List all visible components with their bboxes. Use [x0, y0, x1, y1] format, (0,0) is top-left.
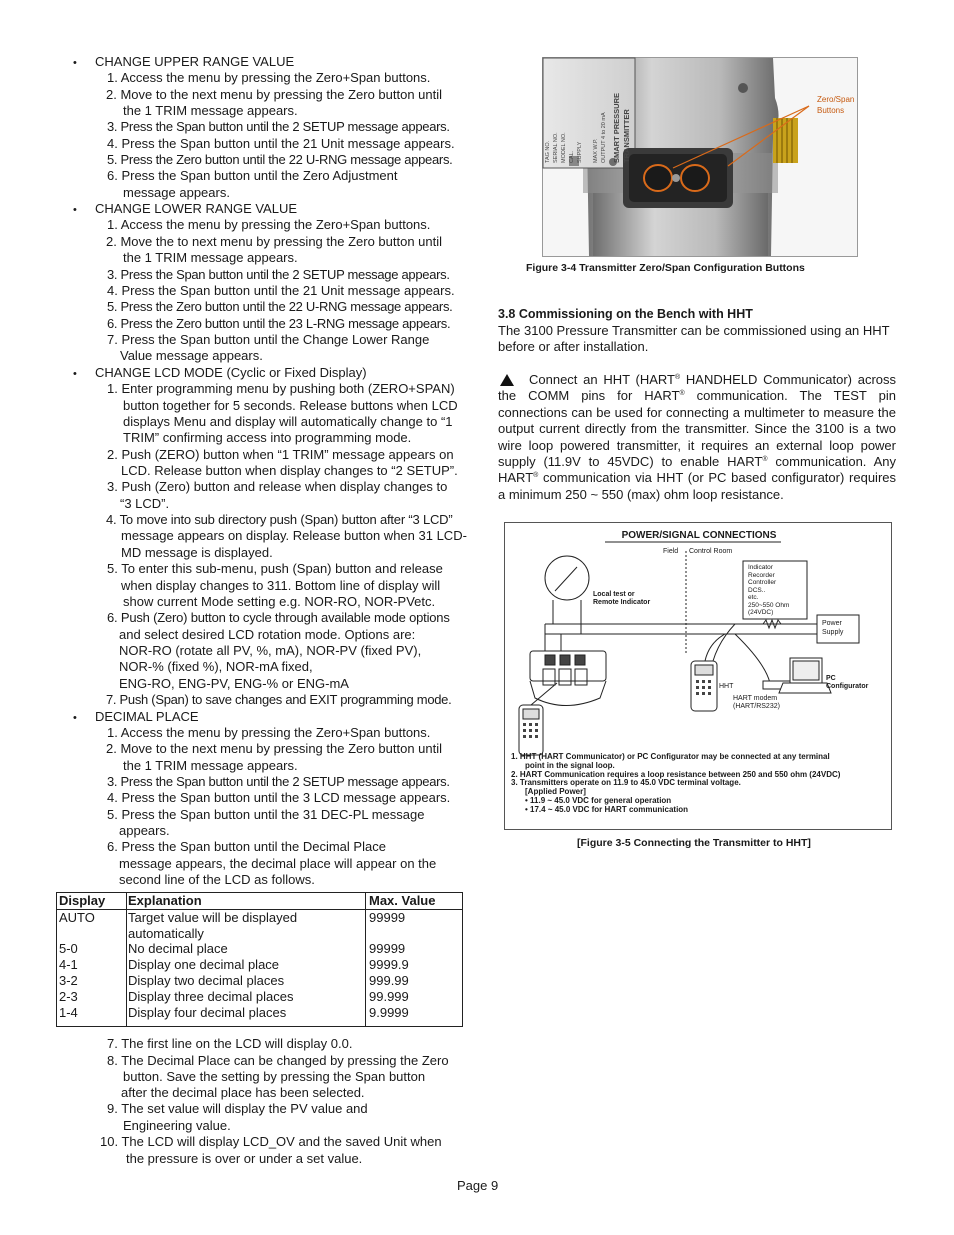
upper-step: the 1 TRIM message appears. — [123, 103, 298, 118]
decimal-step: appears. — [119, 823, 170, 838]
plate-title: SMART PRESSURE TRANSMITTER — [612, 92, 631, 163]
lower-step: the 1 TRIM message appears. — [123, 250, 298, 265]
indicator-line: Controller — [748, 579, 777, 586]
note-line: [Applied Power] — [525, 787, 586, 797]
hht-text: communication. The TEST pin connections can be used for connecting a multimeter to measure the output current directly from the transmitter. Since the 3100 is a two wire loop powered transmitter, it requires an external loop power supply (11.9V to 45VDC) to enable HART — [498, 388, 896, 470]
indicator-box-text — [748, 564, 789, 617]
pc-line: Configurator — [826, 683, 869, 690]
decimal-step: 5. Press the Span button until the 31 DEC-PL message — [107, 807, 425, 822]
upper-step: 5. Press the Zero button until the 22 U-RNG message appears. — [107, 152, 453, 167]
lower-step: 2. Move the to next menu by pressing the Zero button until — [106, 234, 443, 249]
registered-mark: ® — [762, 456, 768, 464]
table-cell-explanation: Target value will be displayed — [128, 910, 298, 925]
local-line: Remote Indicator — [593, 599, 651, 606]
lcd-step: 4. To move into sub directory push (Span) button after “3 LCD” — [106, 512, 453, 527]
bullet-icon: • — [73, 368, 77, 380]
figure-3-4 — [542, 57, 858, 257]
table-cell-display: 3-2 — [59, 973, 78, 988]
lower-step: 1. Access the menu by pressing the Zero+Span buttons. — [107, 217, 431, 232]
section-intro: The 3100 Pressure Transmitter can be commissioned using an HHT before or after installation. — [498, 323, 890, 355]
lower-step: 3. Press the Span button until the 2 SETUP message appears. — [107, 267, 450, 282]
table-cell-max-value: 9.9999 — [369, 1005, 409, 1020]
bullet-icon: • — [73, 712, 77, 724]
decimal-step: 4. Press the Span button until the 3 LCD message appears. — [107, 790, 451, 805]
modem-line: (HART/RS232) — [733, 703, 780, 710]
local-indicator-label — [593, 591, 650, 607]
note-line: 2. HART Communication requires a loop resistance between 250 and 550 ohm (24VDC) — [511, 769, 841, 779]
table-cell-display: 5-0 — [59, 941, 78, 956]
registered-mark: ® — [533, 472, 539, 480]
modem-label — [733, 695, 780, 711]
decimal-step: 8. The Decimal Place can be changed by pressing the Zero — [107, 1053, 449, 1068]
table-cell-max-value: 99999 — [369, 941, 406, 956]
table-cell-display: AUTO — [59, 910, 95, 925]
upper-step: 4. Press the Span button until the 21 Unit message appears. — [107, 136, 455, 151]
table-cell-max-value: 99999 — [369, 910, 406, 925]
plate-line: OUTPUT 4 to 20 mA — [601, 112, 607, 163]
table-cell-max-value: 9999.9 — [369, 957, 409, 972]
power-supply-label — [822, 619, 843, 637]
table-cell-explanation: Display three decimal places — [128, 989, 294, 1004]
lower-step: 4. Press the Span button until the 21 Unit message appears. — [107, 283, 455, 298]
decimal-step: Engineering value. — [123, 1118, 231, 1133]
note-line: • 17.4 ~ 45.0 VDC for HART communication — [525, 804, 689, 814]
lcd-step: ENG-RO, ENG-PV, ENG-% or ENG-mA — [119, 676, 349, 691]
field-label: Field — [663, 548, 679, 555]
hht-text: HANDHELD Communicator) across the COMM pins for HART — [498, 372, 896, 404]
figure-3-5 — [504, 522, 892, 830]
table-cell-display: 2-3 — [59, 989, 78, 1004]
table-cell-display: 1-4 — [59, 1005, 78, 1020]
upper-range-heading: CHANGE UPPER RANGE VALUE — [95, 54, 295, 69]
diagram-notes — [511, 753, 840, 815]
decimal-step: 3. Press the Span button until the 2 SETUP message appears. — [107, 774, 450, 789]
lower-step: 5. Press the Zero button until the 22 U-RNG message appears. — [107, 299, 453, 314]
lcd-step: LCD. Release button when display changes to “2 SETUP”. — [121, 463, 458, 478]
table-header: Max. Value — [369, 893, 436, 908]
upper-step: 3. Press the Span button until the 2 SETUP message appears. — [107, 119, 450, 134]
lcd-step: 6. Push (Zero) button to cycle through available mode options — [107, 610, 450, 625]
decimal-step: after the decimal place has been selected. — [121, 1085, 365, 1100]
table-cell-explanation: Display two decimal places — [128, 973, 285, 988]
decimal-step: 2. Move to the next menu by pressing the Zero button until — [106, 741, 443, 756]
lcd-step: show current Mode setting e.g. NOR-RO, NOR-PVetc. — [123, 594, 436, 609]
decimal-step: 7. The first line on the LCD will display 0.0. — [107, 1036, 353, 1051]
figure-3-5-caption: [Figure 3-5 Connecting the Transmitter to HHT] — [577, 837, 811, 849]
bullet-icon: • — [73, 204, 77, 216]
decimal-step: 1. Access the menu by pressing the Zero+Span buttons. — [107, 725, 431, 740]
lower-step: 6. Press the Zero button until the 23 L-RNG message appears. — [107, 316, 451, 331]
table-cell-explanation: No decimal place — [128, 941, 228, 956]
note-line: 3. Transmitters operate on 11.9 to 45.0 VDC terminal voltage. — [511, 778, 741, 788]
power-line: Power — [822, 620, 842, 627]
lcd-step: NOR-% (fixed %), NOR-mA fixed, — [119, 659, 313, 674]
decimal-step: button. Save the setting by pressing the Span button — [123, 1069, 426, 1084]
lcd-mode-heading: CHANGE LCD MODE (Cyclic or Fixed Display) — [95, 365, 367, 380]
indicator-line: DCS.. — [748, 586, 766, 594]
lcd-step: 1. Enter programming menu by pushing both (ZERO+SPAN) — [107, 381, 455, 396]
note-line: • 11.9 ~ 45.0 VDC for general operation — [525, 795, 672, 805]
lcd-step: displays Menu and display will automatically change to “1 — [123, 414, 453, 429]
lower-step: Value message appears. — [120, 348, 263, 363]
bullet-icon: • — [73, 57, 77, 69]
registered-mark: ® — [679, 390, 685, 398]
diagram-title: POWER/SIGNAL CONNECTIONS — [621, 530, 777, 541]
lcd-step: MD message is displayed. — [121, 545, 273, 560]
note-line: 1. HHT (HART Communicator) or PC Configurator may be connected at any terminal — [511, 752, 830, 761]
lower-step: 7. Press the Span button until the Change Lower Range — [107, 332, 430, 347]
decimal-step: 9. The set value will display the PV value and — [107, 1101, 368, 1116]
decimal-step: the 1 TRIM message appears. — [123, 758, 298, 773]
lcd-step: when display changes to 311. Bottom line of display will — [121, 578, 441, 593]
lcd-step: NOR-RO (rotate all PV, %, mA), NOR-PV (fixed PV), — [119, 643, 422, 658]
lcd-step: 7. Push (Span) to save changes and EXIT programming mode. — [106, 692, 452, 707]
modem-line: HART modem — [733, 695, 778, 702]
lcd-step: “3 LCD”. — [120, 496, 170, 511]
upper-step: message appears. — [123, 185, 230, 200]
pc-label — [826, 675, 868, 691]
table-cell-explanation: automatically — [128, 926, 204, 941]
indicator-line: etc. — [748, 594, 759, 601]
zero-span-callout — [817, 94, 854, 116]
decimal-step: second line of the LCD as follows. — [119, 872, 315, 887]
table-cell-display: 4-1 — [59, 957, 78, 972]
lcd-step: 5. To enter this sub-menu, push (Span) button and release — [107, 561, 443, 576]
nameplate-text — [546, 58, 634, 166]
table-header: Explanation — [128, 893, 202, 908]
indicator-line: (24VDC) — [748, 609, 774, 616]
lcd-step: and select desired LCD rotation mode. Options are: — [119, 627, 416, 642]
callout-line: Buttons — [817, 106, 845, 115]
decimal-step: 6. Press the Span button until the Decimal Place — [107, 839, 386, 854]
lcd-step: button together for 5 seconds. Release buttons when LCD — [123, 398, 458, 413]
hht-label: HHT — [719, 683, 734, 690]
table-cell-max-value: 999.99 — [369, 973, 409, 988]
note-line: point in the signal loop. — [525, 760, 615, 770]
upper-step: 6. Press the Span button until the Zero Adjustment — [107, 168, 398, 183]
hht-text: communication. Any HART — [498, 454, 896, 486]
decimal-table — [56, 892, 463, 1027]
indicator-line: 250~550 Ohm — [748, 601, 790, 609]
upper-step: 2. Move to the next menu by pressing the Zero button until — [106, 87, 443, 102]
callout-line: Zero/Span — [817, 95, 855, 104]
page-number: Page 9 — [457, 1178, 499, 1193]
lcd-step: TRIM” confirming access into programming mode. — [123, 430, 412, 445]
decimal-step: 10. The LCD will display LCD_OV and the saved Unit when — [100, 1134, 442, 1149]
control-room-label: Control Room — [689, 548, 733, 555]
lower-range-heading: CHANGE LOWER RANGE VALUE — [95, 201, 298, 216]
plate-line: SUPPLY — [577, 141, 583, 163]
registered-mark: ® — [675, 374, 681, 381]
plate-line: SERIAL NO. — [553, 132, 559, 163]
lcd-step: 3. Push (Zero) button and release when display changes to — [107, 479, 448, 494]
indicator-line: Recorder — [748, 571, 775, 579]
section-heading: 3.8 Commissioning on the Bench with HHT — [498, 307, 753, 321]
decimal-heading: DECIMAL PLACE — [95, 709, 199, 724]
table-cell-explanation: Display one decimal place — [128, 957, 280, 972]
indicator-line: Indicator — [748, 564, 773, 571]
plate-line: TAG NO. — [545, 140, 551, 163]
hht-text: Connect an HHT (HART — [529, 372, 676, 387]
table-header: Display — [59, 893, 106, 908]
plate-line: MAX W.P. — [593, 138, 599, 163]
hht-text: communication via HHT (or PC based configurator) requires a minimum 250 ~ 550 (max) ohm loop resistance. — [498, 470, 896, 502]
upper-step: 1. Access the menu by pressing the Zero+Span buttons. — [107, 70, 431, 85]
pc-line: PC — [826, 675, 836, 682]
plate-line: MODEL NO. — [561, 132, 567, 163]
local-line: Local test or — [593, 591, 635, 598]
hht-paragraph — [498, 372, 896, 503]
lcd-step: message appears on display. Release button when 31 LCD- — [121, 528, 467, 543]
table-cell-explanation: Display four decimal places — [128, 1005, 287, 1020]
lcd-step: 2. Push (ZERO) button when “1 TRIM” message appears on — [107, 447, 454, 462]
table-cell-max-value: 99.999 — [369, 989, 409, 1004]
plate-line: CAL. — [569, 150, 575, 163]
figure-3-4-caption: Figure 3-4 Transmitter Zero/Span Configuration Buttons — [526, 262, 805, 274]
decimal-step: message appears, the decimal place will appear on the — [119, 856, 437, 871]
power-line: Supply — [822, 629, 844, 636]
decimal-step: the pressure is over or under a set value. — [126, 1151, 363, 1166]
